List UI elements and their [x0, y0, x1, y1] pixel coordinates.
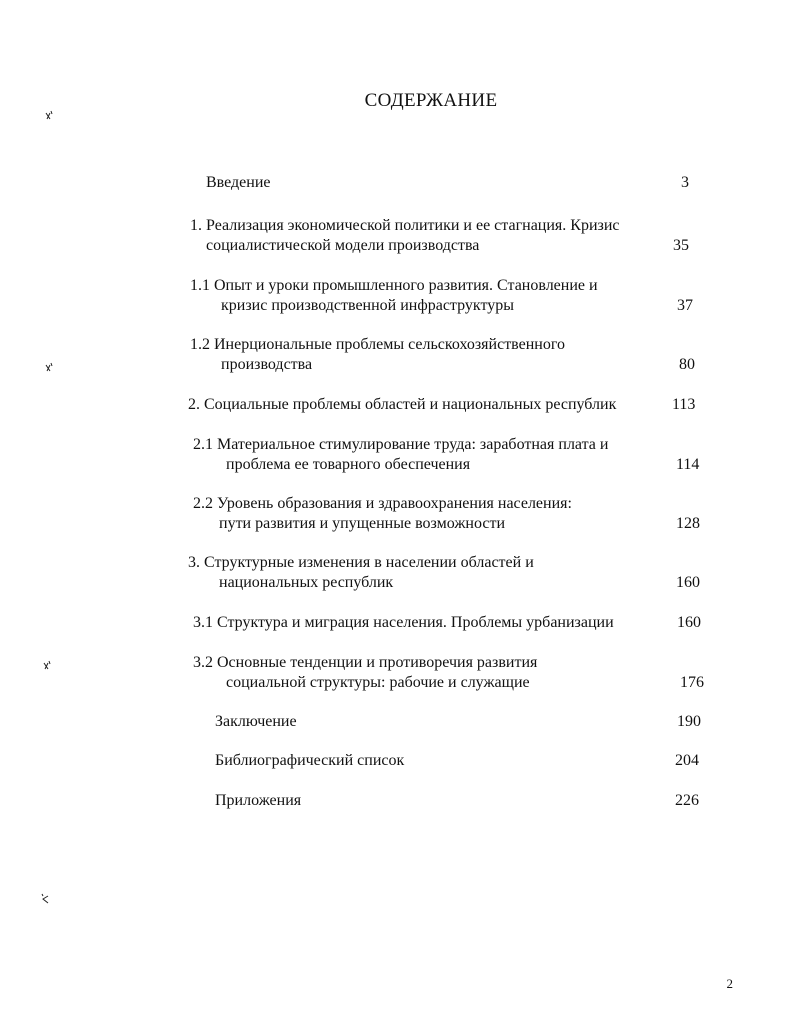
toc-entry-2: 2. Социальные проблемы областей и национальных республик — [188, 396, 617, 413]
toc-page-intro: 3 — [681, 174, 689, 191]
toc-page-1-2: 80 — [679, 356, 695, 373]
scan-mark-3 — [42, 660, 52, 672]
toc-entry-appendices: Приложения — [215, 792, 302, 809]
scan-mark-4 — [40, 893, 50, 905]
toc-entry-1-2-line2: производства — [221, 356, 313, 373]
scan-mark-1 — [44, 110, 54, 122]
toc-page-3-2: 176 — [680, 674, 704, 691]
toc-entry-1-1-line1: 1.1 Опыт и уроки промышленного развития. Становление и — [190, 277, 598, 294]
toc-page-2-2: 128 — [676, 515, 700, 532]
toc-page-1-1: 37 — [677, 297, 693, 314]
toc-page-bibliography: 204 — [675, 752, 699, 769]
toc-entry-conclusion: Заключение — [215, 713, 297, 730]
page-title: СОДЕРЖАНИЕ — [364, 90, 498, 111]
toc-page-2: 113 — [672, 396, 696, 413]
toc-entry-2-1-line2: проблема ее товарного обеспечения — [226, 456, 471, 473]
toc-entry-3-2-line1: 3.2 Основные тенденции и противоречия развития — [193, 654, 538, 671]
toc-entry-2-2-line2: пути развития и упущенные возможности — [219, 515, 506, 532]
toc-entry-1-line2: социалистической модели производства — [206, 237, 480, 254]
page-number: 2 — [726, 976, 733, 991]
toc-page-conclusion: 190 — [677, 713, 701, 730]
toc-page-3-1: 160 — [677, 614, 701, 631]
toc-entry-bibliography: Библиографический список — [215, 752, 405, 769]
toc-page-appendices: 226 — [675, 792, 699, 809]
toc-entry-3-2-line2: социальной структуры: рабочие и служащие — [226, 674, 530, 691]
toc-entry-3-1: 3.1 Структура и миграция населения. Проблемы урбанизации — [193, 614, 614, 631]
toc-entry-3-line1: 3. Структурные изменения в населении областей и — [188, 554, 534, 571]
toc-page-3: 160 — [676, 574, 700, 591]
toc-page-1: 35 — [673, 237, 689, 254]
toc-entry-intro: Введение — [206, 174, 271, 191]
toc-entry-1-line1: 1. Реализация экономической политики и ее стагнация. Кризис — [190, 217, 620, 234]
toc-entry-1-2-line1: 1.2 Инерциональные проблемы сельскохозяйственного — [190, 336, 566, 353]
toc-page-2-1: 114 — [676, 456, 700, 473]
toc-entry-2-1-line1: 2.1 Материальное стимулирование труда: заработная плата и — [193, 436, 609, 453]
scan-mark-2 — [44, 362, 54, 374]
toc-entry-3-line2: национальных республик — [219, 574, 394, 591]
toc-entry-2-2-line1: 2.2 Уровень образования и здравоохранения населения: — [193, 495, 572, 512]
toc-entry-1-1-line2: кризис производственной инфраструктуры — [221, 297, 514, 314]
